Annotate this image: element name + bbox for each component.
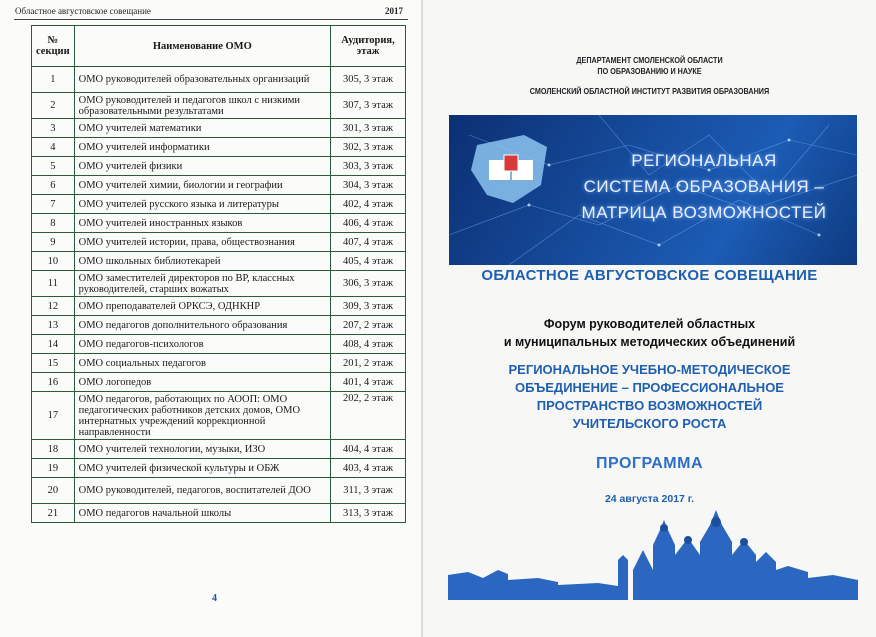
department-line-2: ПО ОБРАЗОВАНИЮ И НАУКЕ <box>597 66 702 76</box>
section-number: 20 <box>32 478 75 504</box>
section-room: 202, 2 этаж <box>331 392 406 440</box>
conference-title: ОБЛАСТНОЕ АВГУСТОВСКОЕ СОВЕЩАНИЕ <box>481 267 818 284</box>
section-name: ОМО учителей физики <box>74 157 330 176</box>
section-room: 302, 3 этаж <box>331 138 406 157</box>
forum-title-line-2: и муниципальных методических объединений <box>503 335 796 349</box>
table-row <box>32 373 406 392</box>
section-name: ОМО преподавателей ОРКСЭ, ОДНКНР <box>74 297 330 316</box>
table-row <box>32 335 406 354</box>
section-number: 19 <box>32 459 75 478</box>
section-room: 313, 3 этаж <box>331 504 406 523</box>
section-name: ОМО педагогов дополнительного образования <box>74 316 330 335</box>
section-name: ОМО социальных педагогов <box>74 354 330 373</box>
left-page <box>0 0 423 637</box>
section-number: 7 <box>32 195 75 214</box>
section-name: ОМО педагогов начальной школы <box>74 504 330 523</box>
section-number: 12 <box>32 297 75 316</box>
section-number: 5 <box>32 157 75 176</box>
banner-title-line-1: РЕГИОНАЛЬНАЯ <box>631 151 777 170</box>
table-row <box>32 316 406 335</box>
column-header-name: Наименование ОМО <box>74 26 330 67</box>
table-row <box>32 119 406 138</box>
section-room: 407, 4 этаж <box>331 233 406 252</box>
table-row <box>32 67 406 93</box>
table-row <box>32 93 406 119</box>
section-name: ОМО учителей иностранных языков <box>74 214 330 233</box>
section-room: 201, 2 этаж <box>331 354 406 373</box>
table-row <box>32 195 406 214</box>
column-header-number: № секции <box>32 26 75 67</box>
section-name: ОМО учителей химии, биологии и географии <box>74 176 330 195</box>
page-number: 4 <box>212 593 217 604</box>
program-heading: ПРОГРАММА <box>595 455 703 472</box>
section-name: ОМО учителей математики <box>74 119 330 138</box>
section-number: 14 <box>32 335 75 354</box>
theme-line-4: УЧИТЕЛЬСКОГО РОСТА <box>572 416 727 431</box>
section-name: ОМО руководителей и педагогов школ с низкими образовательными результатами <box>74 93 330 119</box>
section-room: 406, 4 этаж <box>331 214 406 233</box>
section-name: ОМО логопедов <box>74 373 330 392</box>
section-number: 6 <box>32 176 75 195</box>
section-number: 9 <box>32 233 75 252</box>
column-header-room: Аудитория, этаж <box>331 26 406 67</box>
section-room: 401, 4 этаж <box>331 373 406 392</box>
section-name: ОМО руководителей, педагогов, воспитателей ДОО <box>74 478 330 504</box>
section-name: ОМО учителей информатики <box>74 138 330 157</box>
section-name: ОМО педагогов, работающих по АООП: ОМО педагогических работников детских домов, ОМО интернатных учреждений коррекционной направленности <box>74 392 330 440</box>
omo-table <box>31 25 406 523</box>
section-number: 11 <box>32 271 75 297</box>
section-number: 10 <box>32 252 75 271</box>
banner-title <box>559 148 849 226</box>
banner-title-line-3: МАТРИЦА ВОЗМОЖНОСТЕЙ <box>581 203 827 222</box>
header-rule <box>14 19 408 20</box>
section-room: 305, 3 этаж <box>331 67 406 93</box>
section-number: 8 <box>32 214 75 233</box>
section-room: 304, 3 этаж <box>331 176 406 195</box>
city-skyline-illustration <box>448 500 858 600</box>
table-header-row <box>32 26 406 67</box>
running-header-year: 2017 <box>385 6 403 16</box>
section-name: ОМО педагогов-психологов <box>74 335 330 354</box>
theme-title <box>423 361 876 433</box>
section-room: 207, 2 этаж <box>331 316 406 335</box>
event-date: 24 августа 2017 г. <box>604 493 695 505</box>
section-room: 405, 4 этаж <box>331 252 406 271</box>
section-name: ОМО учителей русского языка и литературы <box>74 195 330 214</box>
institute-name: СМОЛЕНСКИЙ ОБЛАСТНОЙ ИНСТИТУТ РАЗВИТИЯ ОБРАЗОВАНИЯ <box>529 86 770 96</box>
section-number: 13 <box>32 316 75 335</box>
section-number: 4 <box>32 138 75 157</box>
running-header-title: Областное августовское совещание <box>15 6 151 16</box>
banner-title-line-2: СИСТЕМА ОБРАЗОВАНИЯ – <box>583 177 825 196</box>
section-room: 403, 4 этаж <box>331 459 406 478</box>
table-row <box>32 440 406 459</box>
section-room: 306, 3 этаж <box>331 271 406 297</box>
section-room: 404, 4 этаж <box>331 440 406 459</box>
table-row <box>32 478 406 504</box>
table-row <box>32 233 406 252</box>
banner <box>449 115 857 265</box>
table-row <box>32 214 406 233</box>
section-room: 311, 3 этаж <box>331 478 406 504</box>
table-body <box>32 67 406 523</box>
section-room: 301, 3 этаж <box>331 119 406 138</box>
section-number: 16 <box>32 373 75 392</box>
section-number: 2 <box>32 93 75 119</box>
section-room: 309, 3 этаж <box>331 297 406 316</box>
section-number: 21 <box>32 504 75 523</box>
table-row <box>32 297 406 316</box>
table-row <box>32 354 406 373</box>
table-row <box>32 252 406 271</box>
forum-title-line-1: Форум руководителей областных <box>543 317 756 331</box>
section-number: 3 <box>32 119 75 138</box>
theme-line-2: ОБЪЕДИНЕНИЕ – ПРОФЕССИОНАЛЬНОЕ <box>515 380 784 395</box>
section-name: ОМО школьных библиотекарей <box>74 252 330 271</box>
theme-line-3: ПРОСТРАНСТВО ВОЗМОЖНОСТЕЙ <box>536 398 763 413</box>
forum-title <box>423 315 876 351</box>
section-room: 307, 3 этаж <box>331 93 406 119</box>
section-room: 303, 3 этаж <box>331 157 406 176</box>
department-line-1: ДЕПАРТАМЕНТ СМОЛЕНСКОЙ ОБЛАСТИ <box>576 55 723 65</box>
table-row <box>32 504 406 523</box>
section-number: 18 <box>32 440 75 459</box>
section-number: 15 <box>32 354 75 373</box>
table-row <box>32 459 406 478</box>
section-name: ОМО заместителей директоров по ВР, классных руководителей, старших вожатых <box>74 271 330 297</box>
table-row <box>32 157 406 176</box>
table-row <box>32 176 406 195</box>
right-page <box>423 0 876 637</box>
section-name: ОМО учителей истории, права, обществознания <box>74 233 330 252</box>
table-row <box>32 392 406 440</box>
section-name: ОМО руководителей образовательных организаций <box>74 67 330 93</box>
table-row <box>32 271 406 297</box>
table-row <box>32 138 406 157</box>
section-number: 17 <box>32 392 75 440</box>
section-number: 1 <box>32 67 75 93</box>
section-room: 408, 4 этаж <box>331 335 406 354</box>
section-room: 402, 4 этаж <box>331 195 406 214</box>
theme-line-1: РЕГИОНАЛЬНОЕ УЧЕБНО-МЕТОДИЧЕСКОЕ <box>508 362 791 377</box>
section-name: ОМО учителей технологии, музыки, ИЗО <box>74 440 330 459</box>
section-name: ОМО учителей физической культуры и ОБЖ <box>74 459 330 478</box>
